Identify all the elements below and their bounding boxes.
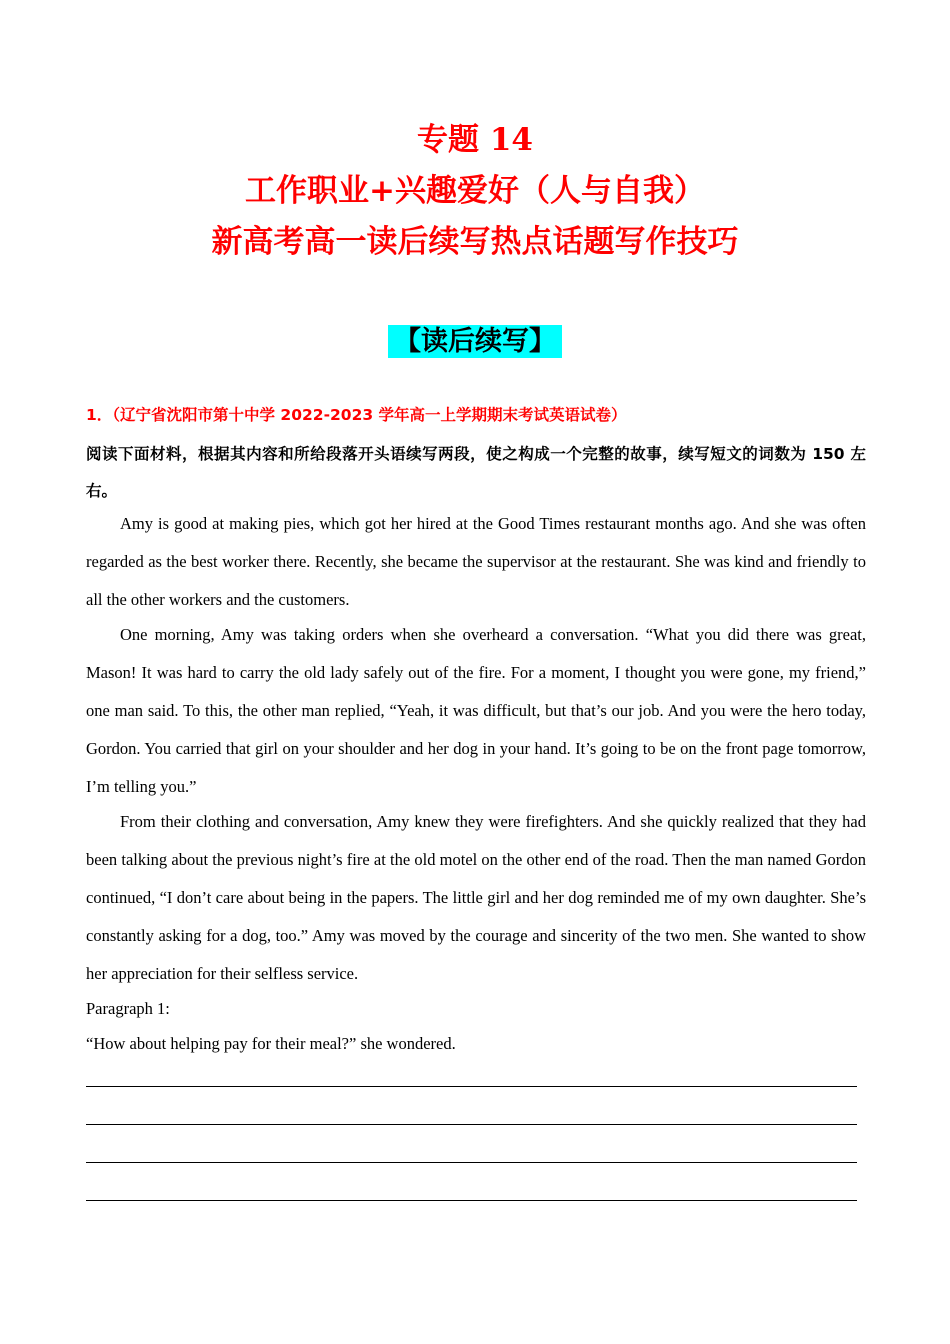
answer-line xyxy=(86,1124,857,1125)
paragraph-label: Paragraph 1: xyxy=(86,999,170,1018)
passage-paragraph-3: From their clothing and conversation, Amy knew they were firefighters. And she quickly realized that they had been talking about the previous night’s fire at the old motel on the other end of the road. Then the man named Gordon continued, “I don’t care about being in the papers. The little girl and her dog reminded me of my own daughter. She’s constantly asking for a dog, too.” Amy was moved by the courage and sincerity of the two men. She wanted to show her appreciation for their selfless service. xyxy=(86,812,866,983)
page-title-topic: 专题 14 xyxy=(417,122,533,158)
answer-line xyxy=(86,1200,857,1201)
page-title-theme: 工作职业+兴趣爱好（人与自我） xyxy=(245,173,705,209)
question-source: 1．（辽宁省沈阳市第十中学 2022-2023 学年高一上学期期末考试英语试卷） xyxy=(86,406,627,424)
passage-paragraph-1: Amy is good at making pies, which got her hired at the Good Times restaurant months ago. And she was often regarded as the best worker there. Recently, she became the supervisor at the restaurant. She was kind and friendly to all the other workers and the customers. xyxy=(86,514,866,609)
answer-line xyxy=(86,1086,857,1087)
answer-line xyxy=(86,1162,857,1163)
section-banner-container xyxy=(0,325,950,358)
paragraph-opening: “How about helping pay for their meal?” she wondered. xyxy=(86,1034,456,1053)
page-title-subtitle: 新高考高一读后续写热点话题写作技巧 xyxy=(211,224,739,260)
passage-paragraph-2: One morning, Amy was taking orders when she overheard a conversation. “What you did there was great, Mason! It was hard to carry the old lady safely out of the fire. For a moment, I thought you were gone, my friend,” one man said. To this, the other man replied, “Yeah, it was difficult, but that’s our job. And you were the hero today, Gordon. You carried that girl on your shoulder and her dog in your hand. It’s going to be on the front page tomorrow, I’m telling you.” xyxy=(86,625,866,796)
question-instruction: 阅读下面材料，根据其内容和所给段落开头语续写两段，使之构成一个完整的故事，续写短文的词数为 150 左右。 xyxy=(86,445,866,500)
section-banner: 【读后续写】 xyxy=(388,325,562,358)
